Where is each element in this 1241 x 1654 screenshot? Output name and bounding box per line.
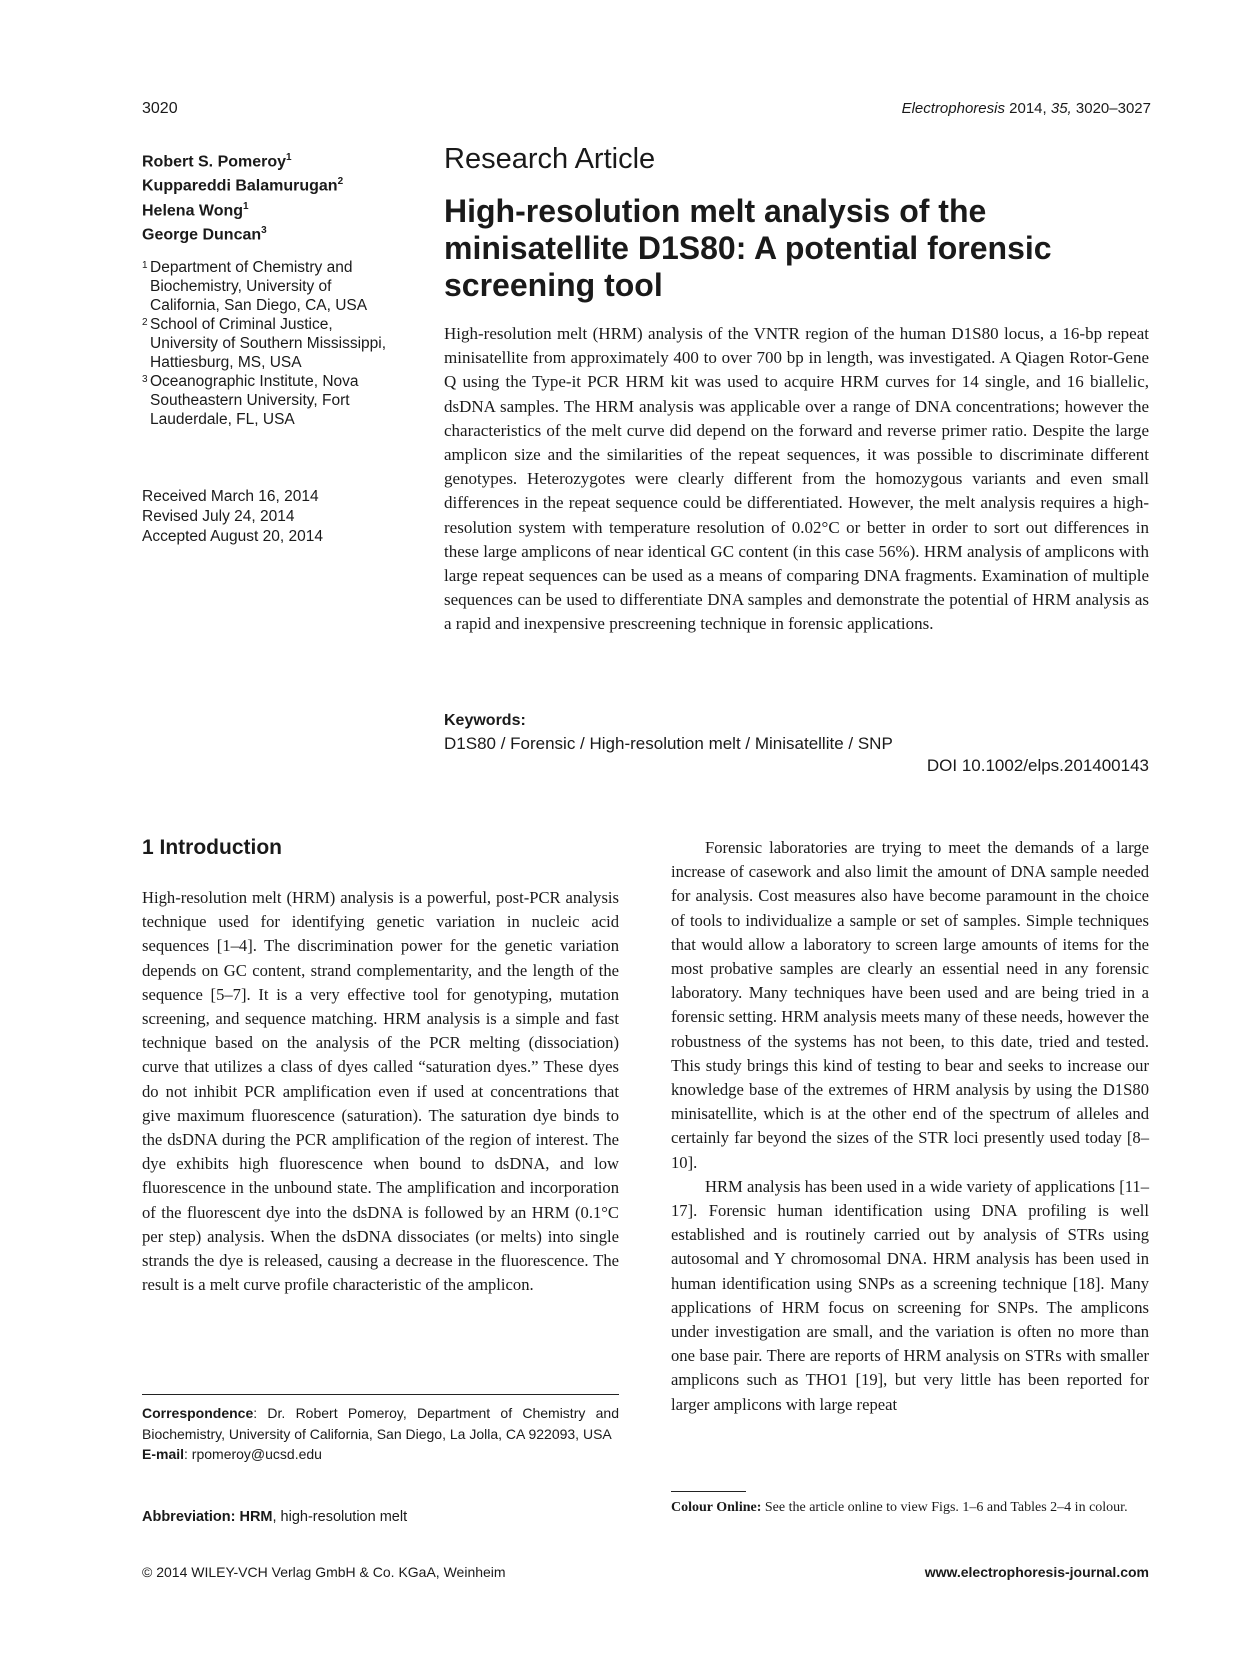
author: Kuppareddi Balamurugan$^2$	[142, 176, 344, 195]
correspondence	[142, 1403, 619, 1465]
body-column-right	[671, 836, 1149, 1417]
abbreviation-text: , high-resolution melt	[272, 1509, 408, 1525]
abbreviation-label: Abbreviation: HRM	[142, 1509, 273, 1525]
paragraph: HRM analysis has been used in a wide variety of applications [11–17]. Forensic human identification using DNA profiling is well established and is routinely carried out by analysis of STRs using autosomal and Y chromosomal DNA. HRM analysis has been used in human identification using SNPs as a screening technique [18]. Many applications of HRM focus on screening for SNPs. The amplicons under investigation are small, and the variation is often no more than one base pair. There are reports of HRM analysis on STRs with smaller amplicons such as THO1 [19], but very little has been reported for larger amplicons with large repeat	[671, 1176, 1149, 1414]
author: George Duncan$^3$	[142, 224, 267, 244]
doi: DOI 10.1002/elps.201400143	[926, 756, 1149, 775]
paragraph: Forensic laboratories are trying to meet the demands of a large increase of casework and also limit the amount of DNA sample needed for analysis. Cost measures also have become paramount in the choice of tools to individualize a sample or set of samples. Simple techniques that would allow a laboratory to screen large amounts of items for the most probative samples are clearly an essential need in any forensic laboratory. Many techniques have been used and are being tried in a forensic setting. HRM analysis meets many of these needs, however the robustness of the systems has not been, to this date, tried and tested. This study brings this kind of testing to bear and seeks to increase our knowledge base of the extremes of HRM analysis by using the D1S80 minisatellite, which is at the other end of the spectrum of alleles and certainly far beyond the sizes of the STR loci presently used today [8–10].	[671, 838, 1149, 1172]
author-list	[142, 148, 402, 245]
affiliation: 2 School of Criminal Justice, University of Southern Mississippi, Hattiesburg, MS, USA	[142, 316, 387, 371]
copyright: © 2014 WILEY-VCH Verlag GmbH & Co. KGaA, Weinheim	[142, 1564, 506, 1580]
journal-name: Electrophoresis	[901, 100, 1005, 117]
accepted-date: Accepted August 20, 2014	[142, 528, 323, 545]
keywords-label: Keywords:	[444, 712, 526, 729]
abbreviation-note	[142, 1509, 619, 1525]
article-type: Research Article	[444, 143, 656, 175]
colour-online-text: See the article online to view Figs. 1–6 and Tables 2–4 in colour.	[761, 1500, 1128, 1515]
correspondence-text: : Dr. Robert Pomeroy, Department of Chemistry and Biochemistry, University of California, San Diego, La Jolla, CA 922093, USA	[142, 1405, 619, 1442]
paragraph: High-resolution melt (HRM) analysis is a powerful, post-PCR analysis technique used for identifying genetic variation in nucleic acid sequences [1–4]. The discrimination power for the genetic variation depends on GC content, strand complementarity, and the length of the sequence [5–7]. It is a very effective tool for genotyping, mutation screening, and sequence matching. HRM analysis is a simple and fast technique based on the analysis of the PCR melting (dissociation) curve that utilizes a class of dyes called “saturation dyes.” These dyes do not inhibit PCR amplification even if used at concentrations that give maximum fluorescence (saturation). The saturation dye binds to the dsDNA during the PCR amplification of the region of interest. The dye exhibits high fluorescence when bound to dsDNA, and low fluorescence in the unbound state. The amplification and incorporation of the fluorescent dye into the dsDNA is followed by an HRM (0.1°C per step) analysis. When the dsDNA dissociates (or melts) into single strands the dye is released, causing a decrease in the fluorescence. The result is a melt curve profile characteristic of the amplicon.	[142, 888, 619, 1295]
received-date: Received March 16, 2014	[142, 488, 319, 505]
affiliation: 1 Department of Chemistry and Biochemistry, University of California, San Diego, CA, USA	[142, 259, 368, 314]
journal-website-link[interactable]: www.electrophoresis-journal.com	[924, 1564, 1149, 1580]
section-heading: 1 Introduction	[142, 836, 282, 859]
journal-reference	[902, 100, 1151, 117]
keywords: D1S80 / Forensic / High-resolution melt / Minisatellite / SNP	[444, 734, 893, 753]
footnote-divider	[142, 1394, 619, 1395]
revised-date: Revised July 24, 2014	[142, 508, 295, 525]
affiliation: 3 Oceanographic Institute, Nova Southeastern University, Fort Lauderdale, FL, USA	[142, 373, 359, 428]
email-label: E-mail	[142, 1446, 185, 1462]
journal-year: 2014,	[1009, 100, 1047, 117]
page-number: 3020	[142, 100, 178, 117]
correspondence-label: Correspondence	[142, 1405, 254, 1421]
footnote-divider	[671, 1491, 746, 1492]
colour-online-note	[671, 1498, 1149, 1517]
colour-online-label: Colour Online:	[671, 1500, 762, 1515]
email-address[interactable]: : rpomeroy@ucsd.edu	[184, 1446, 322, 1462]
article-title: High-resolution melt analysis of the minisatellite D1S80: A potential forensic screening tool	[444, 193, 1052, 303]
affiliation-list	[142, 258, 402, 429]
author: Helena Wong$^1$	[142, 200, 249, 219]
abstract: High-resolution melt (HRM) analysis of the VNTR region of the human D1S80 locus, a 16-bp repeat minisatellite from approximately 400 to over 700 bp in length, was investigated. A Qiagen Rotor-Gene Q using the Type-it PCR HRM kit was used to acquire HRM curves for 14 single, and 16 biallelic, dsDNA samples. The HRM analysis was applicable over a range of DNA concentrations; however the characteristics of the melt curve did depend on the forward and reverse primer ratio. Despite the large amplicon size and the similarities of the repeat sequences, it was possible to discriminate different genotypes. Heterozygotes were clearly different from the homozygous variants and even small differences in the repeat sequence could be differentiated. However, the melt analysis requires a high-resolution system with temperature resolution of 0.02°C or better in order to sort out differences in these large amplicons of near identical GC content (in this case 56%). HRM analysis of amplicons with large repeat sequences can be used as a means of comparing DNA fragments. Examination of multiple sequences can be used to differentiate DNA samples and demonstrate the potential of HRM analysis as a rapid and inexpensive prescreening technique in forensic applications.	[444, 324, 1149, 634]
journal-pages: 3020–3027	[1075, 100, 1151, 117]
body-column-left	[142, 886, 619, 1297]
article-dates	[142, 487, 402, 547]
author: Robert S. Pomeroy$^1$	[142, 152, 292, 171]
journal-volume: 35,	[1050, 100, 1072, 117]
